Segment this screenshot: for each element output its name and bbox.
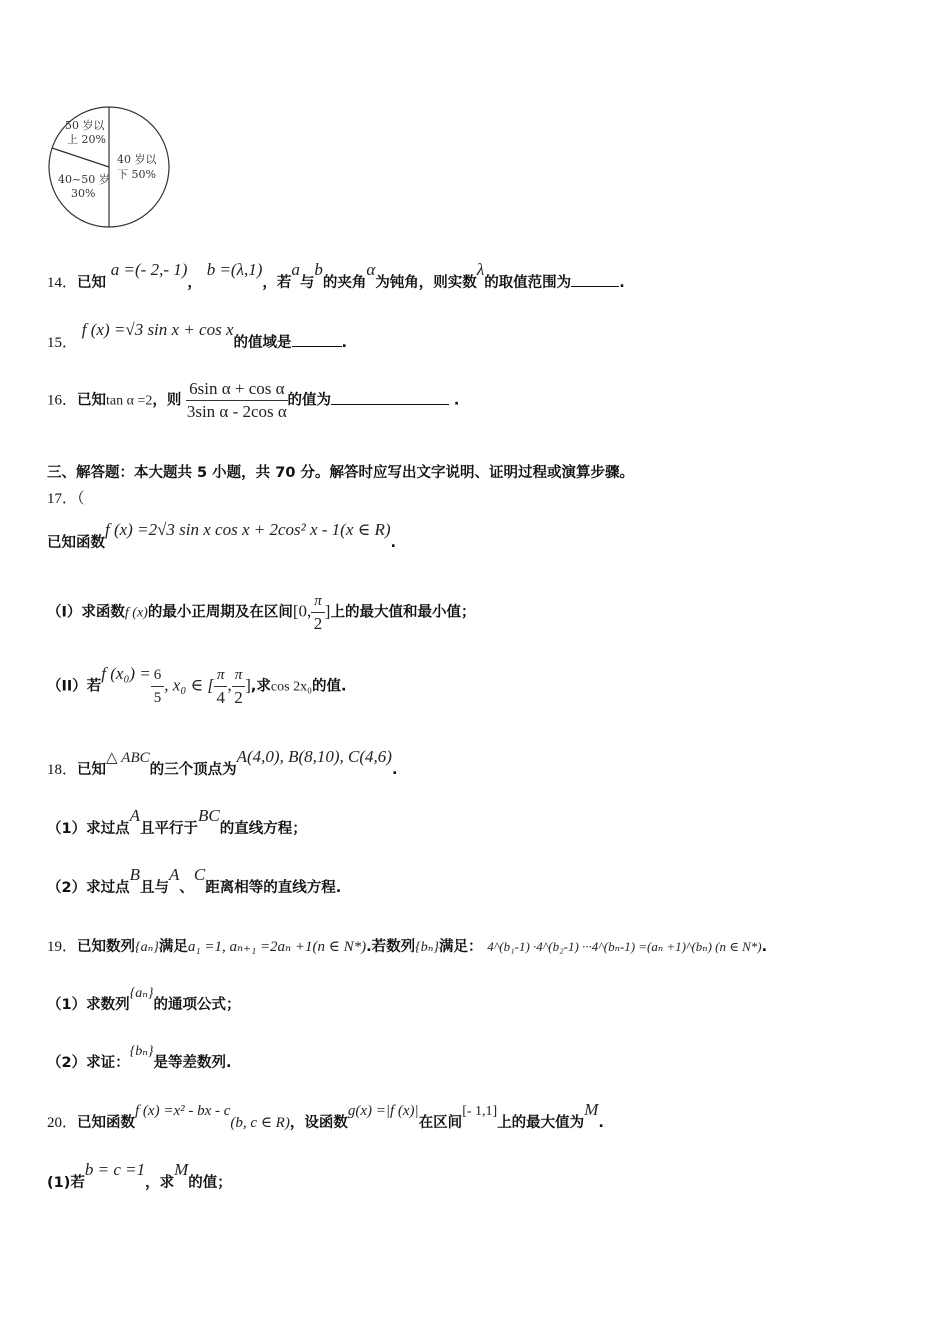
four: 4 [216, 688, 225, 707]
q14-text: 的取值范围为 [484, 275, 572, 291]
q17-p2-text: 的值. [311, 678, 347, 695]
pi: π [311, 590, 325, 613]
q17-p2-fraction-b [232, 664, 246, 709]
answer-blank [571, 274, 619, 287]
q20-p1-text: 的值； [188, 1175, 232, 1191]
answer-blank [292, 334, 342, 347]
q17-p1-text: 上的最大值和最小值； [330, 604, 476, 621]
q19-text: 满足： [439, 939, 483, 955]
q19-end: . [761, 939, 768, 955]
question-15 [47, 320, 348, 355]
q17-p2-label: （II）若 [47, 678, 102, 695]
q19-number: 19． [47, 939, 78, 955]
q20-text: 已知函数 [77, 1115, 136, 1131]
q17-p1-interval-right: ] [324, 601, 331, 621]
q18-p2-sep: 、 [179, 880, 194, 896]
q15-text: 的值域是 [233, 335, 292, 351]
q17-p1-text: 的最小正周期及在区间 [147, 604, 293, 621]
question-19 [47, 934, 767, 960]
bracket: ] [245, 675, 251, 695]
q18-p2-text: 且与 [139, 880, 169, 896]
q14-alpha: α [366, 260, 376, 279]
question-18-part2 [47, 865, 342, 900]
six: 6 [151, 664, 165, 687]
q18-p1-BC: BC [197, 806, 220, 825]
q16-tan: tan α =2 [106, 393, 153, 409]
question-18-part1 [47, 806, 307, 841]
two: 2 [313, 614, 323, 633]
pi: π [214, 664, 228, 687]
q18-p1-text: 且平行于 [139, 821, 198, 837]
five: 5 [153, 690, 162, 706]
question-17-number [47, 486, 85, 511]
q16-fraction [186, 378, 287, 423]
slice-label-under40-l1: 40 岁以 [117, 153, 157, 166]
q16-number: 16． [47, 392, 78, 409]
question-20 [47, 1100, 604, 1136]
q14-text: 的夹角 [322, 275, 367, 291]
age-pie-chart [45, 105, 175, 230]
q19-p1-label: （1）求数列 [47, 997, 130, 1013]
q18-p2-C: C [193, 865, 206, 884]
q14-text: 与 [299, 275, 315, 291]
section-heading: 三、解答题：本大题共 5 小题，共 70 分。解答时应写出文字说明、证明过程或演算步骤。 [47, 465, 634, 481]
q18-number: 18． [47, 762, 78, 778]
q18-text: 已知 [77, 762, 107, 778]
q14-vector-b: b =(λ,1) [206, 260, 263, 279]
q18-end: . [391, 762, 398, 778]
q18-p2-A: A [168, 865, 180, 884]
q18-text: 的三个顶点为 [149, 762, 237, 778]
q20-text: 在区间 [418, 1115, 463, 1131]
question-20-part1 [47, 1160, 232, 1195]
q17-p2-f: f (x₀) = [101, 663, 151, 683]
q15-end: . [341, 335, 348, 351]
q18-p1-A: A [129, 806, 140, 825]
q14-end: . [619, 275, 625, 291]
q19-text: .若数列 [366, 939, 416, 955]
q20-number: 20． [47, 1115, 78, 1131]
pi: π [232, 664, 246, 687]
q19-bn: {bₙ} [415, 940, 440, 955]
q19-text: 已知数列 [77, 939, 136, 955]
q19-p2-label: （2）求证： [47, 1055, 130, 1071]
q17-number: 17．（ [47, 491, 85, 507]
q20-p1-condition: b = c =1 [84, 1160, 146, 1179]
q16-end: . [453, 392, 460, 409]
pie-divider-diagonal [52, 148, 109, 167]
q19-p2-bn: {bₙ} [129, 1044, 154, 1059]
q20-text: 上的最大值为 [497, 1115, 585, 1131]
q20-interval: [- 1,1] [462, 1104, 498, 1119]
two: 2 [234, 688, 243, 707]
q20-text: ，设函数 [289, 1115, 348, 1131]
question-18 [47, 747, 398, 782]
q17-p2-cos: cos 2x₀ [270, 679, 312, 695]
q19-p2-text: 是等差数列. [153, 1055, 232, 1071]
answer-blank [331, 392, 449, 405]
slice-label-over50-l1: 50 岁以 [65, 119, 105, 132]
q17-p2-fraction-a [214, 664, 228, 709]
q16-numerator: 6sin α + cos α [186, 378, 287, 401]
q18-triangle: △ ABC [106, 750, 150, 766]
q20-function: f (x) =x² - bx - c [135, 1103, 231, 1119]
question-19-part2 [47, 1044, 232, 1076]
question-17-part1 [47, 590, 475, 635]
comma: , [227, 675, 232, 695]
q14-text: 为钝角，则实数 [375, 275, 477, 291]
q16-text: 的值为 [287, 392, 332, 409]
q17-p1-f: f (x) [124, 605, 148, 621]
q14-lambda: λ [476, 260, 485, 279]
q19-product: 4^(b₁-1) ·4^(b₂-1) ···4^(bₙ-1) =(aₙ +1)^(bₙ) (n ∈ N*) [487, 939, 762, 954]
q16-text: 已知 [77, 392, 107, 409]
q16-denominator: 3sin α - 2cos α [186, 402, 287, 421]
q17-p2-text: ,求 [250, 678, 271, 695]
q15-number: 15． [47, 335, 78, 351]
q17-p2-x0: , x₀ ∈ [ [164, 675, 214, 695]
q14-text: 已知 [77, 275, 107, 291]
question-17-intro [47, 520, 397, 555]
q14-comma: ， [187, 275, 202, 291]
q20-p1-label: (1)若 [47, 1175, 85, 1191]
q17-function: f (x) =2√3 sin x cos x + 2cos² x - 1(x ∈ R) [105, 520, 391, 539]
question-16 [47, 378, 459, 423]
q20-p1-M: M [174, 1160, 189, 1179]
q19-p1-text: 的通项公式； [153, 997, 241, 1013]
q18-points: A(4,0), B(8,10), C(4,6) [236, 747, 392, 766]
q16-text: ，则 [152, 392, 182, 409]
q17-p1-label: （I）求函数 [47, 604, 125, 621]
q20-p1-text: ，求 [145, 1175, 175, 1191]
question-17-part2 [47, 664, 346, 709]
question-19-part1 [47, 986, 241, 1018]
q20-M: M [584, 1100, 599, 1119]
q14-a: a [291, 260, 300, 279]
q14-number: 14． [47, 275, 78, 291]
q17-p1-fraction [311, 590, 325, 635]
q20-g: g(x) =|f (x)| [347, 1103, 419, 1119]
q19-recurrence: a₁ =1, aₙ₊₁ =2aₙ +1(n ∈ N*) [187, 939, 367, 955]
q19-text: 满足 [158, 939, 188, 955]
q17-text: 已知函数 [47, 535, 105, 551]
slice-label-over50-l2: 上 20% [67, 133, 106, 146]
q20-condition: (b, c ∈ R) [230, 1115, 290, 1131]
q19-an: {aₙ} [135, 940, 159, 955]
q18-p2-B: B [129, 865, 140, 884]
q18-p1-label: （1）求过点 [47, 821, 130, 837]
q18-p2-label: （2）求过点 [47, 880, 130, 896]
slice-label-40to50-l1: 40~50 岁 [58, 173, 110, 186]
q20-end: . [598, 1115, 604, 1131]
question-14 [47, 260, 625, 295]
q15-function: f (x) =√3 sin x + cos x [81, 320, 234, 339]
q14-text: ，若 [262, 275, 292, 291]
q18-p2-text: 距离相等的直线方程. [205, 880, 342, 896]
q17-p2-fraction [151, 664, 165, 709]
q14-vector-a: a =(- 2,- 1) [110, 260, 188, 279]
slice-label-40to50-l2: 30% [71, 187, 96, 200]
q14-b: b [314, 260, 323, 279]
q17-end: . [390, 535, 397, 551]
slice-label-under40-l2: 下 50% [117, 168, 156, 181]
q17-p1-interval-left: [0, [292, 601, 312, 621]
q19-p1-an: {aₙ} [129, 986, 154, 1001]
q18-p1-text: 的直线方程； [219, 821, 307, 837]
